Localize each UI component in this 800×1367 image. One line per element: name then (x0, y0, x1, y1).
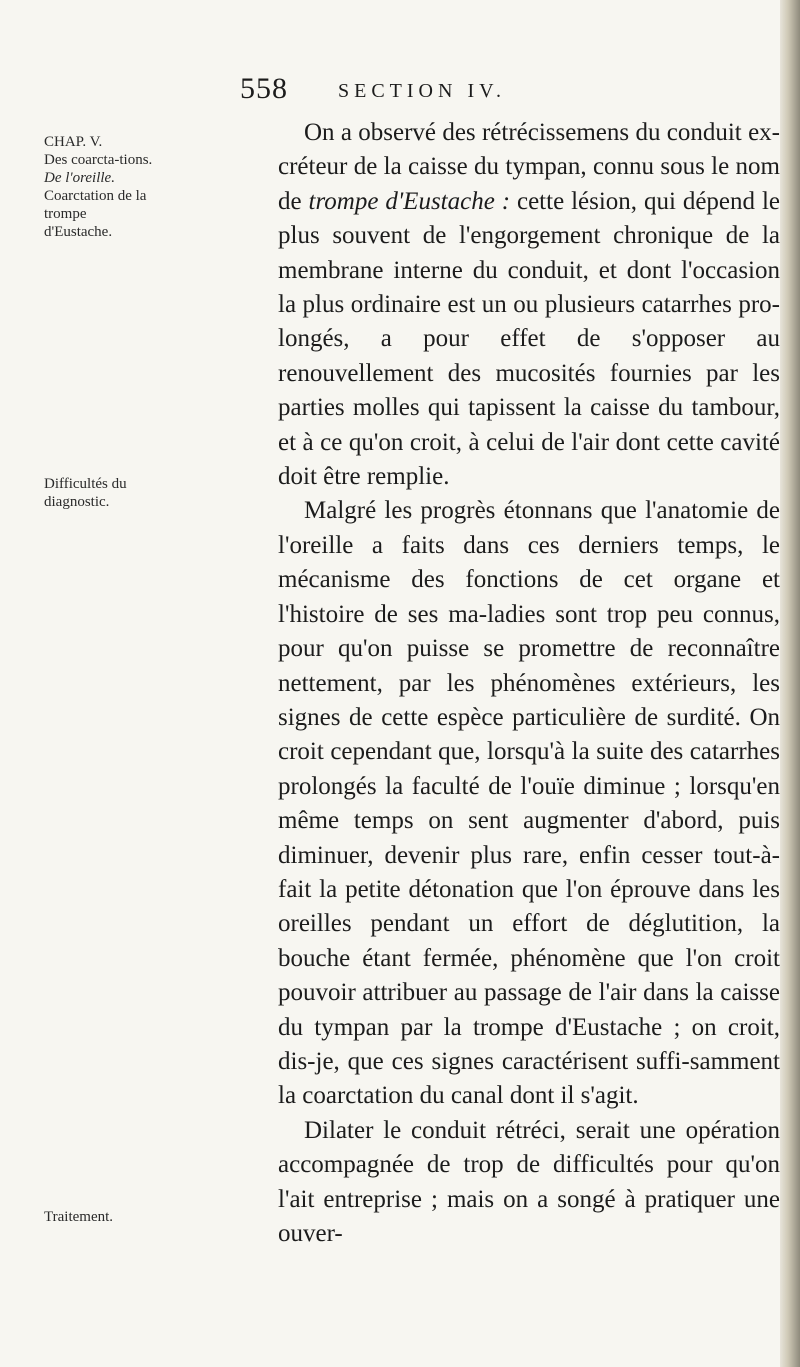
paragraph-diagnostic: Malgré les progrès étonnans que l'anatomie de l'oreille a faits dans ces derniers temps, le mécanisme des fonctions de cet organe et l'histoire de ses ma-ladies sont trop peu connus, pour qu'on puisse se promettre de reconnaître nettement, par les phénomènes extérieurs, les signes de cette espèce particulière de surdité. On croit cependant que, lorsqu'à la suite des catarrhes prolongés la faculté de l'ouïe diminue ; lorsqu'en même temps on sent augmenter d'abord, puis diminuer, devenir plus rare, enfin cesser tout-à-fait la petite détonation que l'on éprouve dans les oreilles pendant un effort de déglutition, la bouche étant fermée, phénomène que l'on croit pouvoir attribuer au passage de l'air dans la caisse du tympan par la trompe d'Eustache ; on croit, dis-je, que ces signes caractérisent suffi-samment la coarctation du canal dont il s'agit. (278, 497, 780, 1110)
paragraph-1-start: On a observé des rétrécissemens du conduit ex-créteur de la caisse du tympan, connu sous le nom de (278, 119, 780, 215)
paragraph-treatment: Dilater le conduit rétréci, serait une opération accompagnée de trop de difficultés pour qu'on l'ait entreprise ; mais on a songé à pratiquer une ouver- (278, 1116, 780, 1247)
section-heading: SECTION IV. (338, 80, 506, 102)
margin-note-chapter (44, 133, 154, 241)
page-header (0, 72, 800, 112)
paragraph-1-end: cette lésion, qui dépend le plus souvent de l'engorgement chronique de la membrane interne du conduit, et dont l'occasion la plus ordinaire est un ou plusieurs catarrhes pro-longés, a pour effet de s'opposer au renouvellement des mucosités fournies par les parties molles qui tapissent la caisse du tambour, et à ce qu'on croit, à celui de l'air dont cette cavité doit être remplie. (278, 187, 780, 491)
paragraph-coarctation (278, 116, 780, 494)
margin-topic-coarctations: Des coarcta-tions. (44, 152, 153, 168)
body-text (278, 116, 780, 1251)
chapter-label: CHAP. V. (44, 134, 103, 150)
page-edge-shadow (780, 0, 800, 1367)
margin-note-diagnostic: Difficultés du diagnostic. (44, 476, 127, 510)
margin-topic-ear: De l'oreille. (44, 170, 115, 186)
margin-note-treatment: Traitement. (44, 1209, 114, 1225)
page-number: 558 (240, 72, 288, 105)
italic-term-trompe: trompe d'Eustache : (308, 187, 511, 215)
margin-topic-eustachian: Coarctation de la trompe d'Eustache. (44, 188, 147, 240)
